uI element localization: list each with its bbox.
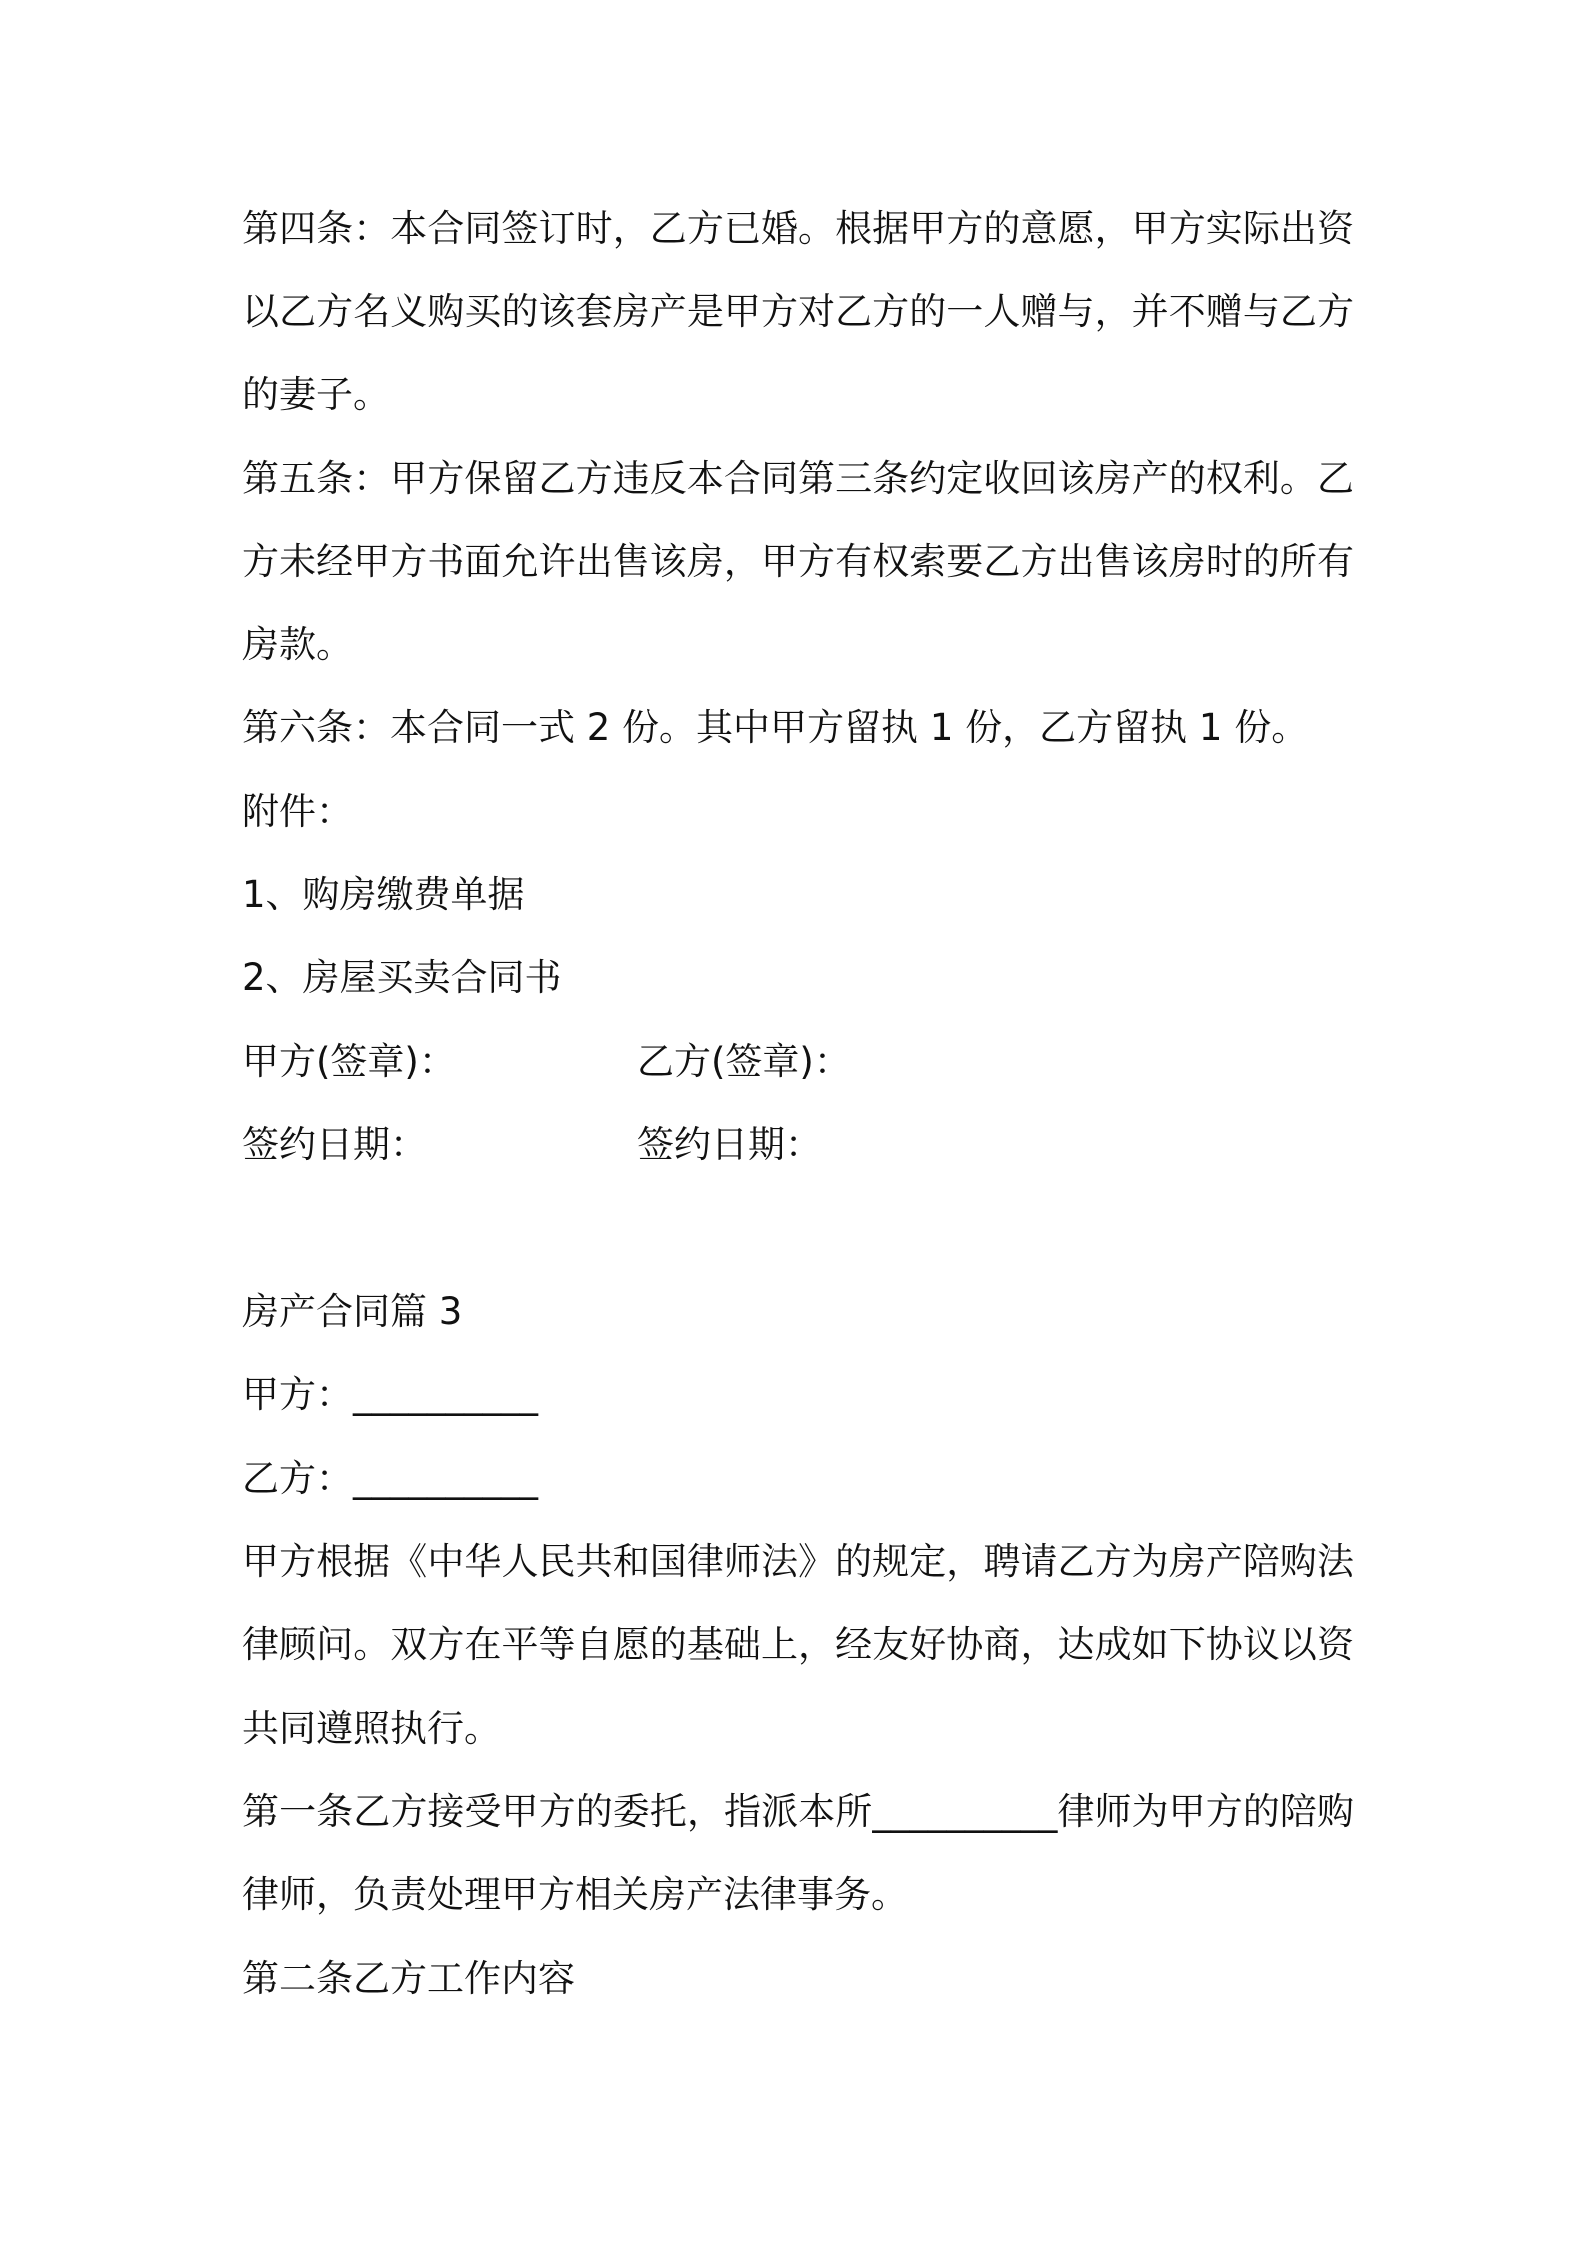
section-title: 房产合同篇 3 [242, 1290, 463, 1333]
party-b-date-label: 签约日期： [637, 1123, 822, 1166]
intro-line-1: 甲方根据《中华人民共和国律师法》的规定，聘请乙方为房产陪购法 [242, 1540, 1354, 1583]
intro-line-2: 律顾问。双方在平等自愿的基础上，经友好协商，达成如下协议以资 [242, 1623, 1354, 1666]
clause-5-line-2: 方未经甲方书面允许出售该房，甲方有权索要乙方出售该房时的所有 [242, 540, 1354, 583]
clause-4-line-2: 以乙方名义购买的该套房产是甲方对乙方的一人赠与，并不赠与乙方 [242, 290, 1354, 333]
intro-line-3: 共同遵照执行。 [242, 1707, 501, 1750]
article-2-heading: 第二条乙方工作内容 [242, 1957, 575, 2000]
party-a-date-label: 签约日期： [242, 1123, 427, 1166]
article-1-line-1: 第一条乙方接受甲方的委托，指派本所__________律师为甲方的陪购 [242, 1790, 1354, 1833]
clause-4-line-3: 的妻子。 [242, 373, 390, 416]
party-a-field: 甲方：__________ [242, 1373, 538, 1416]
party-a-signature-label: 甲方(签章)： [242, 1040, 456, 1083]
party-b-field: 乙方：__________ [242, 1457, 538, 1500]
attachment-item: 2、房屋买卖合同书 [242, 956, 562, 999]
clause-5-line-1: 第五条：甲方保留乙方违反本合同第三条约定收回该房产的权利。乙 [242, 457, 1354, 500]
attachment-item: 1、购房缴费单据 [242, 873, 525, 916]
article-1-line-2: 律师，负责处理甲方相关房产法律事务。 [242, 1873, 908, 1916]
clause-6: 第六条：本合同一式 2 份。其中甲方留执 1 份，乙方留执 1 份。 [242, 706, 1309, 749]
clause-5-line-3: 房款。 [242, 623, 353, 666]
party-b-signature-label: 乙方(签章)： [637, 1040, 851, 1083]
attachments-heading: 附件： [242, 790, 353, 833]
clause-4-line-1: 第四条：本合同签订时，乙方已婚。根据甲方的意愿，甲方实际出资 [242, 207, 1354, 250]
